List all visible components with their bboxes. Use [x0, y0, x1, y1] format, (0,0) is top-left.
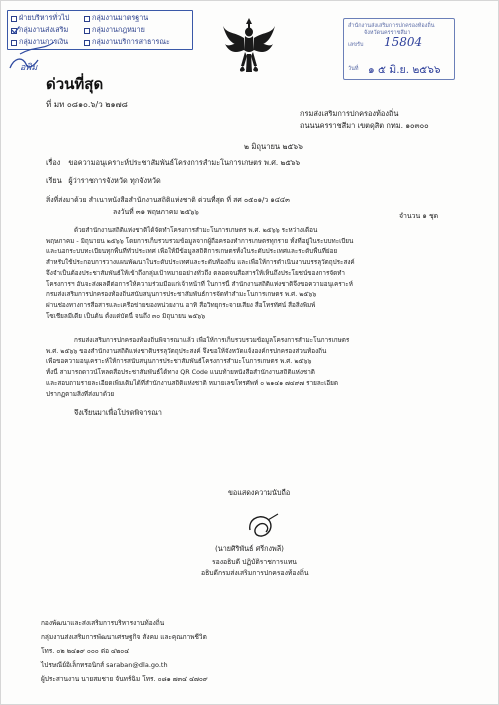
- paragraph-line: ด้วยสำนักงานสถิติแห่งชาติได้จัดทำโครงการสำมะโนการเกษตร พ.ศ. ๒๕๖๖ ระหว่างเดือน: [74, 227, 318, 234]
- receipt-number: 15804: [384, 35, 423, 49]
- signer-title-line2: อธิบดีกรมส่งเสริมการปกครองท้องถิ่น: [201, 569, 309, 577]
- urgency-label: ด่วนที่สุด: [46, 75, 104, 93]
- paragraph-line: และนอกระบบทะเบียนทุกพื้นที่ทั่วประเทศ เพื่อให้มีข้อมูลสถิติการเกษตรทั้งในระดับประเทศและระดับพื้นที่ย่อย: [46, 248, 338, 256]
- paragraph-line: สำหรับใช้ประกอบการวางแผนพัฒนาในระดับประเทศและระดับท้องถิ่น และเพื่อให้การดำเนินงานบรรลุวัตถุประสงค์: [46, 259, 355, 267]
- handwriting-scribble: [4, 36, 84, 76]
- enclosure-date: ลงวันที่ ๓๑ พฤษภาคม ๒๕๖๖: [113, 208, 199, 216]
- closing-request: จึงเรียนมาเพื่อโปรดพิจารณา: [74, 408, 162, 417]
- paragraph-line: ผ่านช่องทางการสื่อสารและเครือข่ายของหน่วยงาน อาทิ สื่อวิทยุกระจายเสียง สื่อโทรทัศน์ สื่อสิ่งพิมพ์: [46, 301, 316, 309]
- sender-department: กรมส่งเสริมการปกครองท้องถิ่น: [300, 109, 399, 118]
- handwritten-note: อพิม: [20, 63, 38, 73]
- checkbox-icon: [84, 16, 90, 22]
- subject-label: เรื่อง: [46, 158, 61, 167]
- paragraph-line: กรมส่งเสริมการปกครองท้องถิ่นพิจารณาแล้ว เพื่อให้การเก็บรวบรวมข้อมูลโครงการสำมะโนการเกษตร: [74, 337, 350, 344]
- paragraph-line: พ.ศ. ๒๕๖๖ ของสำนักงานสถิติแห่งชาติบรรลุวัตถุประสงค์ จึงขอให้จังหวัดแจ้งองค์กรปกครองส่วนท้องถิ่น: [46, 347, 327, 355]
- footer-group: กลุ่มงานส่งเสริมการพัฒนาเศรษฐกิจ สังคม และคุณภาพชีวิต: [41, 633, 207, 641]
- footer-division: กองพัฒนาและส่งเสริมการบริหารงานท้องถิ่น: [41, 619, 165, 627]
- paragraph-line: ปรากฏตามสิ่งที่ส่งมาด้วย: [46, 390, 115, 398]
- enclosure-text: สำเนาหนังสือสำนักงานสถิติแห่งชาติ ด่วนที่สุด ที่ สศ ๐๕๐๑/ว ๑๔๔๓: [88, 196, 290, 204]
- routing-item: กลุ่มงานมาตรฐาน: [84, 13, 148, 24]
- paragraph-line: เพื่อขอความอนุเคราะห์ให้การสนับสนุนการประชาสัมพันธ์โครงการสำมะโนการเกษตร พ.ศ. ๒๕๖๖: [46, 358, 312, 366]
- body-paragraph-1: [46, 226, 458, 322]
- footer-phone: โทร. ๐๒ ๒๔๑๙ ๐๐๐ ต่อ ๔๒๐๔: [41, 647, 130, 655]
- paragraph-line: โครงการฯ อันจะส่งผลดีต่อการให้ความร่วมมือแก่เจ้าหน้าที่ ในการนี้ สำนักงานสถิติแห่งชาติจึงขอความอนุเคราะห์: [46, 280, 353, 288]
- closing-regards: ขอแสดงความนับถือ: [228, 488, 291, 497]
- paragraph-line: พฤษภาคม - มิถุนายน ๒๕๖๖ โดยการเก็บรวบรวมข้อมูลจากผู้ถือครองทำการเกษตรทุกราย ทั้งที่อยู่ในระบบทะเบียน: [46, 237, 354, 245]
- signer-title-line1: รองอธิบดี ปฏิบัติราชการแทน: [212, 558, 297, 566]
- body-paragraph-2: [46, 336, 458, 400]
- paragraph-line: กรมส่งเสริมการปกครองท้องถิ่นสนับสนุนการประชาสัมพันธ์การจัดทำสำมะโนการเกษตร พ.ศ. ๒๕๖๖: [46, 291, 317, 299]
- sender-address: ถนนนครราชสีมา เขตดุสิต กทม. ๑๐๓๐๐: [300, 121, 429, 130]
- footer-email: ไปรษณีย์อิเล็กทรอนิกส์ saraban@dla.go.th: [41, 661, 168, 669]
- checkbox-icon: [84, 28, 90, 34]
- receipt-office-province: จังหวัดนครราชสีมา: [364, 30, 411, 36]
- paragraph-line: โซเชียลมีเดีย เป็นต้น ตั้งแต่บัดนี้ จนถึง ๓๐ มิถุนายน ๒๕๖๖: [46, 312, 206, 320]
- receipt-office: สำนักงานส่งเสริมการปกครองท้องถิ่น: [348, 23, 435, 29]
- checkbox-icon: [84, 40, 90, 46]
- garuda-emblem-icon: [221, 16, 277, 78]
- receipt-date: ๑ ๕ มิ.ย. ๒๕๖๖: [368, 64, 441, 76]
- receipt-number-label: เลขรับ: [348, 42, 364, 48]
- enclosure-quantity: จำนวน ๑ ชุด: [399, 212, 439, 220]
- checkbox-icon: [11, 16, 17, 22]
- routing-item: กลุ่มงานกฎหมาย: [84, 25, 145, 36]
- enclosure-line: [46, 195, 290, 206]
- routing-item: ฝ่ายบริหารทั่วไป: [11, 13, 69, 24]
- enclosure-label: สิ่งที่ส่งมาด้วย: [46, 196, 87, 204]
- document-number: ที่ มท ๐๘๑๐.๖/ว ๒๑๗๘: [46, 100, 128, 109]
- recipient-label: เรียน: [46, 176, 62, 185]
- letter-date: ๒ มิถุนายน ๒๕๖๖: [244, 142, 303, 151]
- paragraph-line: ทั้งนี้ สามารถดาวน์โหลดสื่อประชาสัมพันธ์ได้ทาง QR Code แนบท้ายหนังสือสำนักงานสถิติแห่งชาติ: [46, 369, 315, 377]
- subject-line: [46, 158, 300, 169]
- paragraph-line: จึงจำเป็นต้องประชาสัมพันธ์ให้เข้าถึงกลุ่มเป้าหมายอย่างทั่วถึง ตลอดจนสื่อสารให้เห็นถึงประโยชน์ของการจัดทำ: [46, 269, 345, 277]
- routing-item: กลุ่มงานการเงิน: [11, 37, 68, 48]
- recipient-line: [46, 176, 161, 187]
- paragraph-line: และสอบถามรายละเอียดเพิ่มเติมได้ที่สำนักงานสถิติแห่งชาติ หมายเลขโทรศัพท์ ๐ ๒๑๔๑ ๗๔๙๗ รายละเอียด: [46, 379, 338, 387]
- routing-item: กลุ่มงานบริการสาธารณะ: [84, 37, 170, 48]
- recipient-text: ผู้ว่าราชการจังหวัด ทุกจังหวัด: [68, 176, 161, 185]
- routing-item: กลุ่มงานส่งเสริม: [11, 25, 68, 36]
- receipt-stamp: [343, 18, 455, 80]
- signer-name: (นายศิริพันธ์ ศรีกงพลี): [215, 544, 284, 553]
- signature-icon: [244, 510, 284, 540]
- checked-checkbox-icon: [11, 28, 17, 34]
- receipt-date-label: วันที่: [348, 66, 359, 72]
- footer-coordinator: ผู้ประสานงาน นายสมชาย จันทร์ฉิม โทร. ๐๘๑ ๗๓๔ ๔๗๐๙: [41, 675, 208, 683]
- subject-text: ขอความอนุเคราะห์ประชาสัมพันธ์โครงการสำมะโนการเกษตร พ.ศ. ๒๕๖๖: [68, 158, 301, 167]
